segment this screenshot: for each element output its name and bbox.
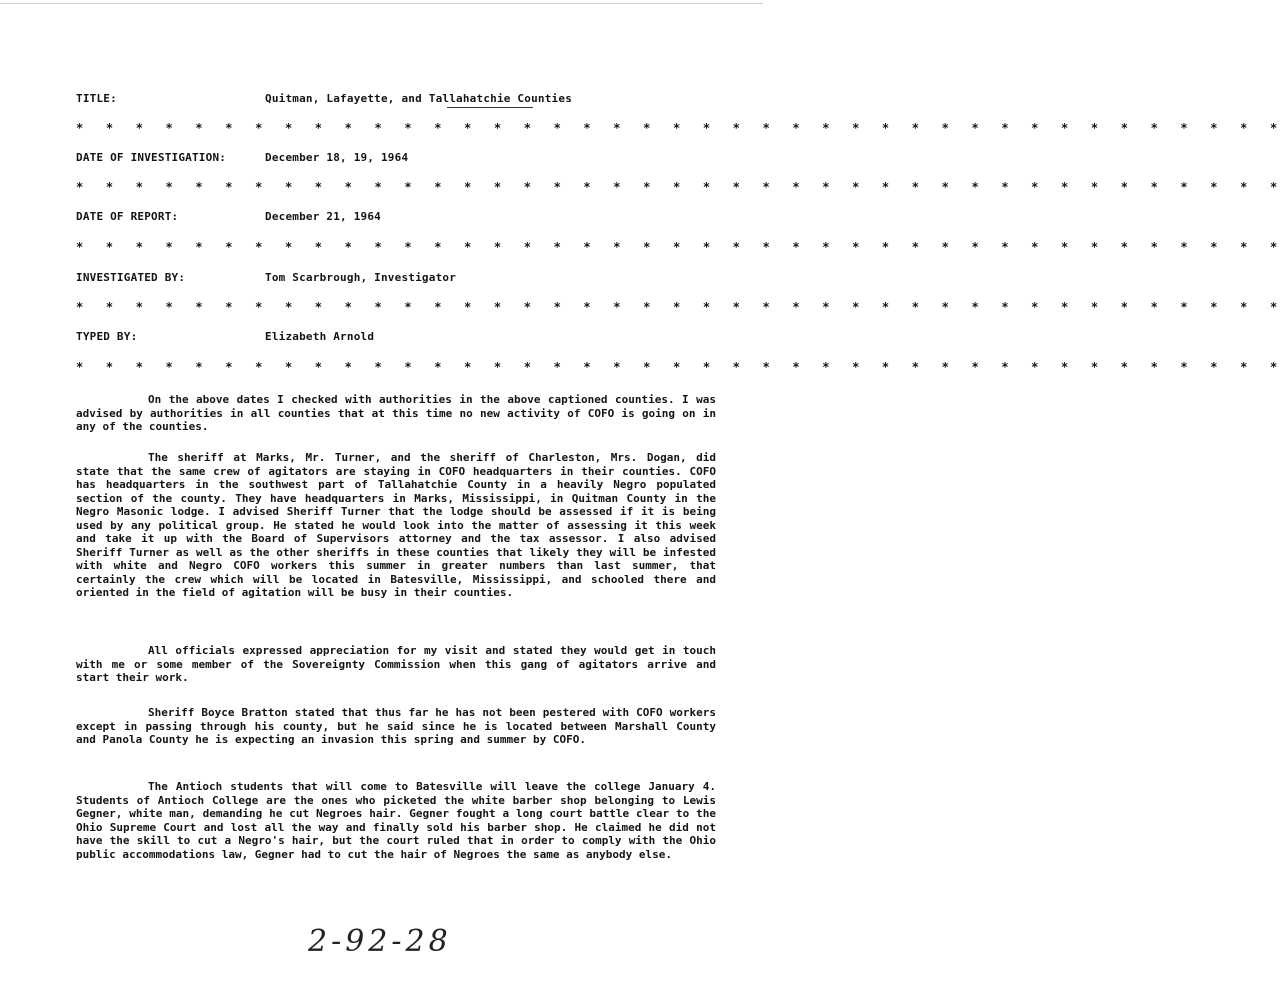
separator: * * * * * * * * * * * * * * * * * * * * * * * * * * * * * * * * * * * * * * * * * (76, 360, 1285, 374)
title-value: Quitman, Lafayette, and Tallahatchie Counties (265, 92, 573, 105)
typed-by-value: Elizabeth Arnold (265, 330, 375, 343)
separator: * * * * * * * * * * * * * * * * * * * * * * * * * * * * * * * * * * * * * * * * * (76, 240, 1285, 254)
date-report-value: December 21, 1964 (265, 210, 381, 223)
paragraph: Sheriff Boyce Bratton stated that thus far he has not been pestered with COFO workers except in passing through his county, but he said since he is located between Marshall County and Panola County he is expecting an invasion this spring and summer by COFO. (76, 706, 716, 746)
date-investigation-label: DATE OF INVESTIGATION: (76, 151, 227, 164)
title-label: TITLE: (76, 92, 117, 105)
handwritten-document-number: 2-92-28 (308, 924, 452, 959)
investigated-by-value: Tom Scarbrough, Investigator (265, 271, 457, 284)
investigated-by-label: INVESTIGATED BY: (76, 271, 186, 284)
top-edge-line (0, 3, 763, 4)
date-report-label: DATE OF REPORT: (76, 210, 179, 223)
paragraph: The sheriff at Marks, Mr. Turner, and the sheriff of Charleston, Mrs. Dogan, did state that the same crew of agitators are staying in COFO headquarters in their counties. COFO has headquarters in the southwest part of Tallahatchie County in a heavily Negro populated section of the county. They have headquarters in Marks, Mississippi, in Quitman County in the Negro Masonic lodge. I advised Sheriff Turner that the lodge should be assessed if it is being used by any political group. He stated he would look into the matter of assessing it this week and take it up with the Board of Supervisors attorney and the tax assessor. I also advised Sheriff Turner as well as the other sheriffs in these counties that likely they will be infested with white and Negro COFO workers this summer in greater numbers than last summer, that certainly the crew which will be located in Batesville, Mississippi, and schooled there and oriented in the field of agitation will be busy in their counties. (76, 451, 716, 599)
typed-by-label: TYPED BY: (76, 330, 138, 343)
separator: * * * * * * * * * * * * * * * * * * * * * * * * * * * * * * * * * * * * * * * * * (76, 121, 1285, 135)
paragraph: All officials expressed appreciation for my visit and stated they would get in touch with me or some member of the Sovereignty Commission when this gang of agitators arrive and start their work. (76, 644, 716, 684)
paragraph: On the above dates I checked with authorities in the above captioned counties. I was advised by authorities in all counties that at this time no new activity of COFO is going on in any of the counties. (76, 393, 716, 433)
date-investigation-value: December 18, 19, 1964 (265, 151, 409, 164)
separator: * * * * * * * * * * * * * * * * * * * * * * * * * * * * * * * * * * * * * * * * * (76, 300, 1285, 314)
paragraph: The Antioch students that will come to Batesville will leave the college January 4. Students of Antioch College are the ones who picketed the white barber shop belonging to Lewis Gegner, white man, demanding he cut Negroes hair. Gegner fought a long court battle clear to the Ohio Supreme Court and lost all the way and finally sold his barber shop. He claimed he did not have the skill to cut a Negro's hair, but the court ruled that in order to comply with the Ohio public accommodations law, Gegner had to cut the hair of Negroes the same as anybody else. (76, 780, 716, 861)
separator: * * * * * * * * * * * * * * * * * * * * * * * * * * * * * * * * * * * * * * * * * (76, 180, 1285, 194)
title-underline (447, 107, 533, 108)
